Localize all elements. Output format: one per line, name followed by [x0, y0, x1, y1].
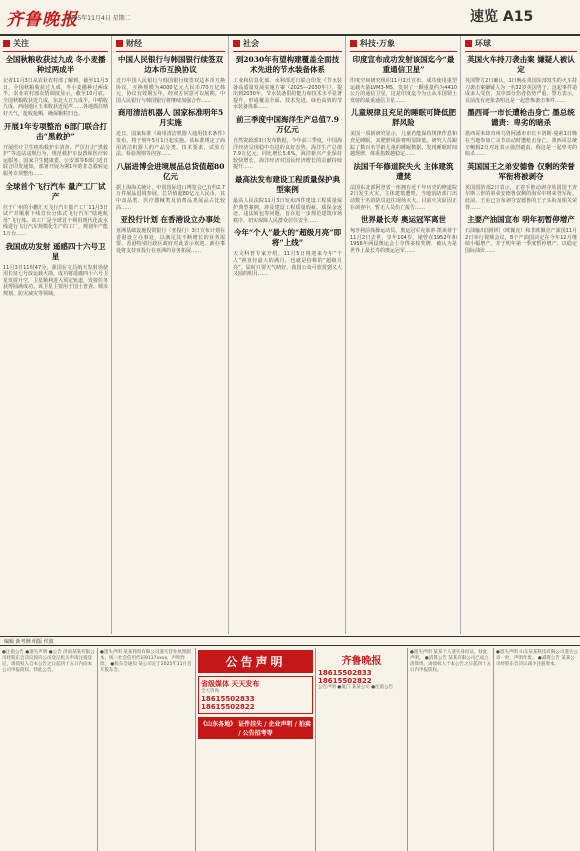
article[interactable] [3, 182, 108, 238]
article-body: 工业和信息化部、水利部近日联合印发《节水装备高质量发展实施方案（2025—2030年）》，提出到2030年，节水装备供给能力和技术水平显著提升，形成覆盖全面、技术先进、绿色高效的节水装备体系…… [233, 78, 342, 111]
article-headline[interactable]: 开展1年专项整治 6部门联合打击“黑救护” [3, 121, 108, 141]
masthead [0, 0, 580, 36]
column-society [230, 36, 346, 634]
article[interactable] [233, 228, 342, 277]
article[interactable] [3, 242, 108, 298]
article-headline[interactable]: 世界最长寿 奥运冠军离世 [360, 215, 447, 225]
article-body: 英国国防部2日表示，正着手推动剥夺英国国王查尔斯三世的弟弟安德鲁仅剩的海军中将荣誉军衔。此前，王室已宣布剥夺安德鲁的王子头衔及相关荣誉…… [465, 184, 577, 211]
column-focus [0, 36, 112, 634]
article-headline[interactable]: 墨西哥一市长遭枪击身亡 墨总统谴责：卑劣的暗杀 [467, 108, 575, 128]
section-marker-icon [465, 40, 472, 47]
issue-date: 2025年11月4日 星期二 [66, 15, 131, 22]
ad-text: ●注销公告 ●遗失声明 ●公告 济南某某有限公司经股东会决议拟向公司登记机关申请注销登记，请债权人自本公告之日起四十五日内向本公司申报债权。特此公告。 [2, 650, 95, 673]
article-headline[interactable]: 商用清洁机器人 国家标准明年5月实施 [117, 108, 224, 128]
column-heading: 社会 [233, 36, 342, 52]
column-heading: 科技·万象 [350, 36, 457, 52]
phone-number[interactable]: 18615502833 [318, 669, 372, 677]
article-headline[interactable]: 到2030年有望构建覆盖全面技术先进的节水装备体系 [235, 55, 340, 74]
column-heading: 关注 [3, 36, 108, 52]
ad-text: ●遗失声明 山东某某科技有限公司遗失公章一枚，声明作废。 ●减资公告 某某公司经股东会决议减少注册资本。 [496, 650, 578, 667]
article[interactable] [465, 215, 577, 254]
article-headline[interactable]: 印度宣布成功发射该国迄今“最重通信卫星” [352, 55, 455, 74]
column-world [462, 36, 580, 634]
article[interactable] [116, 162, 225, 211]
section-marker-icon [116, 40, 123, 47]
notice-box [198, 676, 313, 714]
article-headline[interactable]: 全球首个飞行汽车 量产工厂试产 [5, 181, 106, 201]
article-body: 印度空间研究组织11月2日宣布，成功使用重型运载火箭LVM3-M5，发射了一颗重量约为4410公斤的通信卫星，这是印度迄今为止从本国领土发射的最重通信卫星…… [350, 78, 457, 104]
ad-text: ●遗失声明 某某个人遗失身份证，特此声明。 ●清算公告 某某有限公司已成立清算组，请债权人于本公告之日起四十五日内申报债权。 [410, 650, 491, 673]
article[interactable] [350, 215, 457, 254]
article-body: 天文科普专家介绍，11月5日将迎来今年“个人”视直径最大的满月，也就是俗称的“超级月亮”。届时只要天气晴好，我国公众可欣赏到又大又圆的明月…… [233, 251, 342, 278]
article-headline[interactable]: 英国火车持刀袭击案 嫌疑人被认定 [467, 55, 575, 74]
article-body: 匈牙利前体操运动员、奥运冠军克莱蒂·凯莱蒂于11月2日去世，享年104岁。她曾在1952年和1956年两届奥运会上夺得多枚奖牌，被认为是世界上最长寿的奥运冠军…… [350, 228, 457, 254]
phone-number[interactable]: 18615502833 [201, 695, 255, 703]
article-body: 11月3日11时47分，我国在文昌航天发射场使用长征七号改运载火箭，成功将遥感四十六号卫星发射升空，卫星顺利进入预定轨道，发射任务获得圆满成功。该卫星主要用于国土普查、城市规划、防灾减灾等领域。 [3, 264, 109, 297]
article-headline[interactable]: 法国千年修道院失火 主体建筑遭焚 [353, 161, 454, 181]
article-headline[interactable]: 八届进博会进境展品总货值超80亿元 [116, 161, 225, 181]
column-heading: 环球 [465, 36, 577, 52]
article-headline[interactable]: 亚投行计划 在香港设立办事处 [120, 215, 221, 225]
brand-logo: 齐鲁晚报 [341, 656, 382, 667]
article-body: 石油输出国组织（欧佩克）和非欧佩克产油国11月2日举行视频会议，8个产油国决定在今年12月继续小幅增产，并于明年第一季度暂停增产，以稳定国际油价…… [465, 228, 577, 254]
article-body: 开展医疗卫生机构救护车清查、严厉打击“黑救护”等违法违规行为，规范救护车设置和医疗转运服务，国家卫生健康委、公安部等6部门近日联合印发通知，部署开展为期1年的非急救转运服务专项整治…… [3, 144, 108, 177]
article-headline[interactable]: 全国秋粮收获过九成 冬小麦播种过两成半 [5, 55, 106, 74]
article-headline[interactable]: 中国人民银行与韩国银行续签双边本币互换协议 [118, 55, 223, 74]
ad-column [0, 648, 98, 851]
article[interactable] [116, 108, 225, 157]
article[interactable] [465, 108, 577, 157]
newspaper-logo: 齐鲁晚报 [6, 10, 78, 30]
brand-ad [316, 648, 408, 851]
article-headline[interactable]: 儿童规律且充足的睡眠可降低肥胖风险 [351, 108, 456, 128]
notice-footer: 《山东各地》 证件挂失 / 企业声明 / 拍卖 / 公告招考等 [198, 717, 313, 739]
article[interactable] [3, 122, 108, 178]
column-technology [347, 36, 461, 634]
news-columns [0, 36, 580, 634]
article[interactable] [233, 175, 342, 224]
article[interactable] [350, 55, 457, 104]
article[interactable] [233, 115, 342, 171]
article-body: 近日，国家标准《商用清洁机器人通用技术条件》发布，将于明年5月1日起实施。该标准规定了商用清洁机器人的产品分类、技术要求、试验方法、检验规则等内容…… [116, 131, 225, 158]
phone-number[interactable]: 18615502822 [318, 677, 372, 685]
phone-number[interactable]: 18615502822 [201, 703, 255, 711]
section-marker-icon [233, 40, 240, 47]
article-headline[interactable]: 最高法发布建设工程质量保护典型案例 [235, 174, 340, 194]
ad-column [408, 648, 494, 851]
ad-column [98, 648, 196, 851]
notice-service-ad [196, 648, 316, 851]
article-body: 墨西哥米却肯州乌鲁阿潘市市长卡洛斯·曼索1日晚在当地参加亡灵节活动时遭枪击身亡。墨西哥总统辛鲍姆2日对此表示强烈谴责，称这是一起卑劣的暗杀…… [465, 131, 577, 158]
article-body: 最高人民法院11月3日发布四件建设工程质量保护典型案例，涉及建设工程质量瑕疵、质保金返还、违法转包等问题，旨在进一步规范建筑市场秩序，切实保障人民群众居住安全…… [233, 197, 342, 224]
article[interactable] [465, 162, 577, 211]
article[interactable] [350, 108, 457, 157]
article-body: 记者11月3日从农业农村部了解到，截至11月3日，全国秋粮收获过九成，冬小麦播种过两成半。农业农村部农情调度显示，截至10月底，全国秋粮收获近九成，东北大豆九成半，中稻收九成，西南地区玉米收获近尾声……各地抓住晴好天气，抢收抢晒，确保颗粒归仓。 [3, 78, 109, 117]
article[interactable] [116, 55, 225, 104]
article-headline[interactable]: 今年“个人”最大的“超级月亮”即将“上线” [233, 228, 342, 248]
article[interactable] [3, 55, 108, 118]
article[interactable] [350, 162, 457, 211]
column-heading: 财经 [116, 36, 225, 52]
page-section-title: 速览 A15 [470, 9, 534, 25]
article-headline[interactable]: 主要产油国宣布 明年初暂停增产 [467, 215, 575, 225]
article-body: 据上海海关统计，中国国际进口博览会已有约2.7万件展品进境参展，总货值超80亿元人民币，其中食品类、医疗器械类及消费品类展品占比较高…… [116, 184, 225, 211]
article-body: 英国警方2日确认，1日晚在英国东部发生的火车持刀袭击案嫌疑人为一名32岁英国男子。这起事件造成多人受伤，其中部分伤者伤势严重。警方表示，目前没有迹象表明这是一起恐怖袭击事件…… [465, 78, 577, 104]
ad-text: 公告声明 ●厦门 某某公司 ●注销公告 [318, 685, 394, 690]
article-body: 美国一项新研究显示，儿童若能保持规律作息和充足睡眠，其肥胖风险将明显降低。研究人员跟踪了数百名学龄儿童的睡眠数据，发现睡眠时间越规律，体重指数越稳定…… [350, 131, 457, 158]
phone-label: 全天咨询 [201, 689, 219, 694]
notice-slogan: 省级媒体 天天发布 [201, 680, 260, 688]
ad-column [494, 648, 580, 851]
article-headline[interactable]: 我国成功发射 遥感四十六号卫星 [5, 241, 106, 261]
article[interactable] [233, 55, 342, 111]
section-marker-icon [350, 40, 357, 47]
article-headline[interactable]: 英国国王之弟安德鲁 仅剩的荣誉军衔将被剥夺 [467, 161, 575, 181]
article-headline[interactable]: 前三季度中国海洋生产总值7.9万亿元 [235, 114, 340, 134]
classified-ads [0, 648, 580, 851]
article-body: 亚洲基础设施投资银行（亚投行）3日宣布计划在香港设立办事处，以满足其不断增长的业务需要，香港特别行政区政府对此表示欢迎。新办事处将支持亚投行在亚洲的业务拓展…… [116, 228, 225, 254]
editor-credit-line: 编辑 新考例 组版 侯波 [0, 636, 580, 646]
section-marker-icon [3, 40, 10, 47]
article-body: 近日中国人民银行与韩国银行续签双边本币互换协议，互换规模为4000亿元人民币/70万亿韩元，协议有效期五年，经双方同意可以展期。中国人民银行与韩国银行将继续加强合作…… [116, 78, 225, 104]
article-body: 法国东北部阿登省一座拥有近千年历史的修道院2日发生火灾，主体建筑遭焚。当地消防部门出动数十名消防员赶往现场灭火，目前火灾原因正在调查中，暂无人员伤亡报告…… [350, 184, 457, 211]
article[interactable] [116, 215, 225, 254]
ad-text: ●遗失声明 某某商贸有限公司遗失营业执照副本，统一社会信用代码9137xxxx，声明作废。 ●股东会通知 某公司定于2025年11月召开股东会。 [100, 650, 192, 673]
article[interactable] [465, 55, 577, 104]
article-body: 位于广州的小鹏汇天飞行汽车量产工厂11月3日试产并顺利下线首台分体式飞行汽车“陆地航母”飞行体。该工厂是全球首个利用现代化流水线进行飞行汽车规模化生产的工厂，规划年产能1万台…… [3, 204, 109, 237]
article-body: 自然资源部3日发布数据，今年前三季度，中国海洋经济呈现稳中有进的良好态势，海洋生产总值7.9万亿元，同比增长5.6%。海洋新兴产业保持较快增长，海洋经济对国民经济增长的贡献持续提升…… [233, 137, 342, 171]
notice-title: 公告声明 [198, 650, 313, 673]
column-finance [113, 36, 229, 634]
